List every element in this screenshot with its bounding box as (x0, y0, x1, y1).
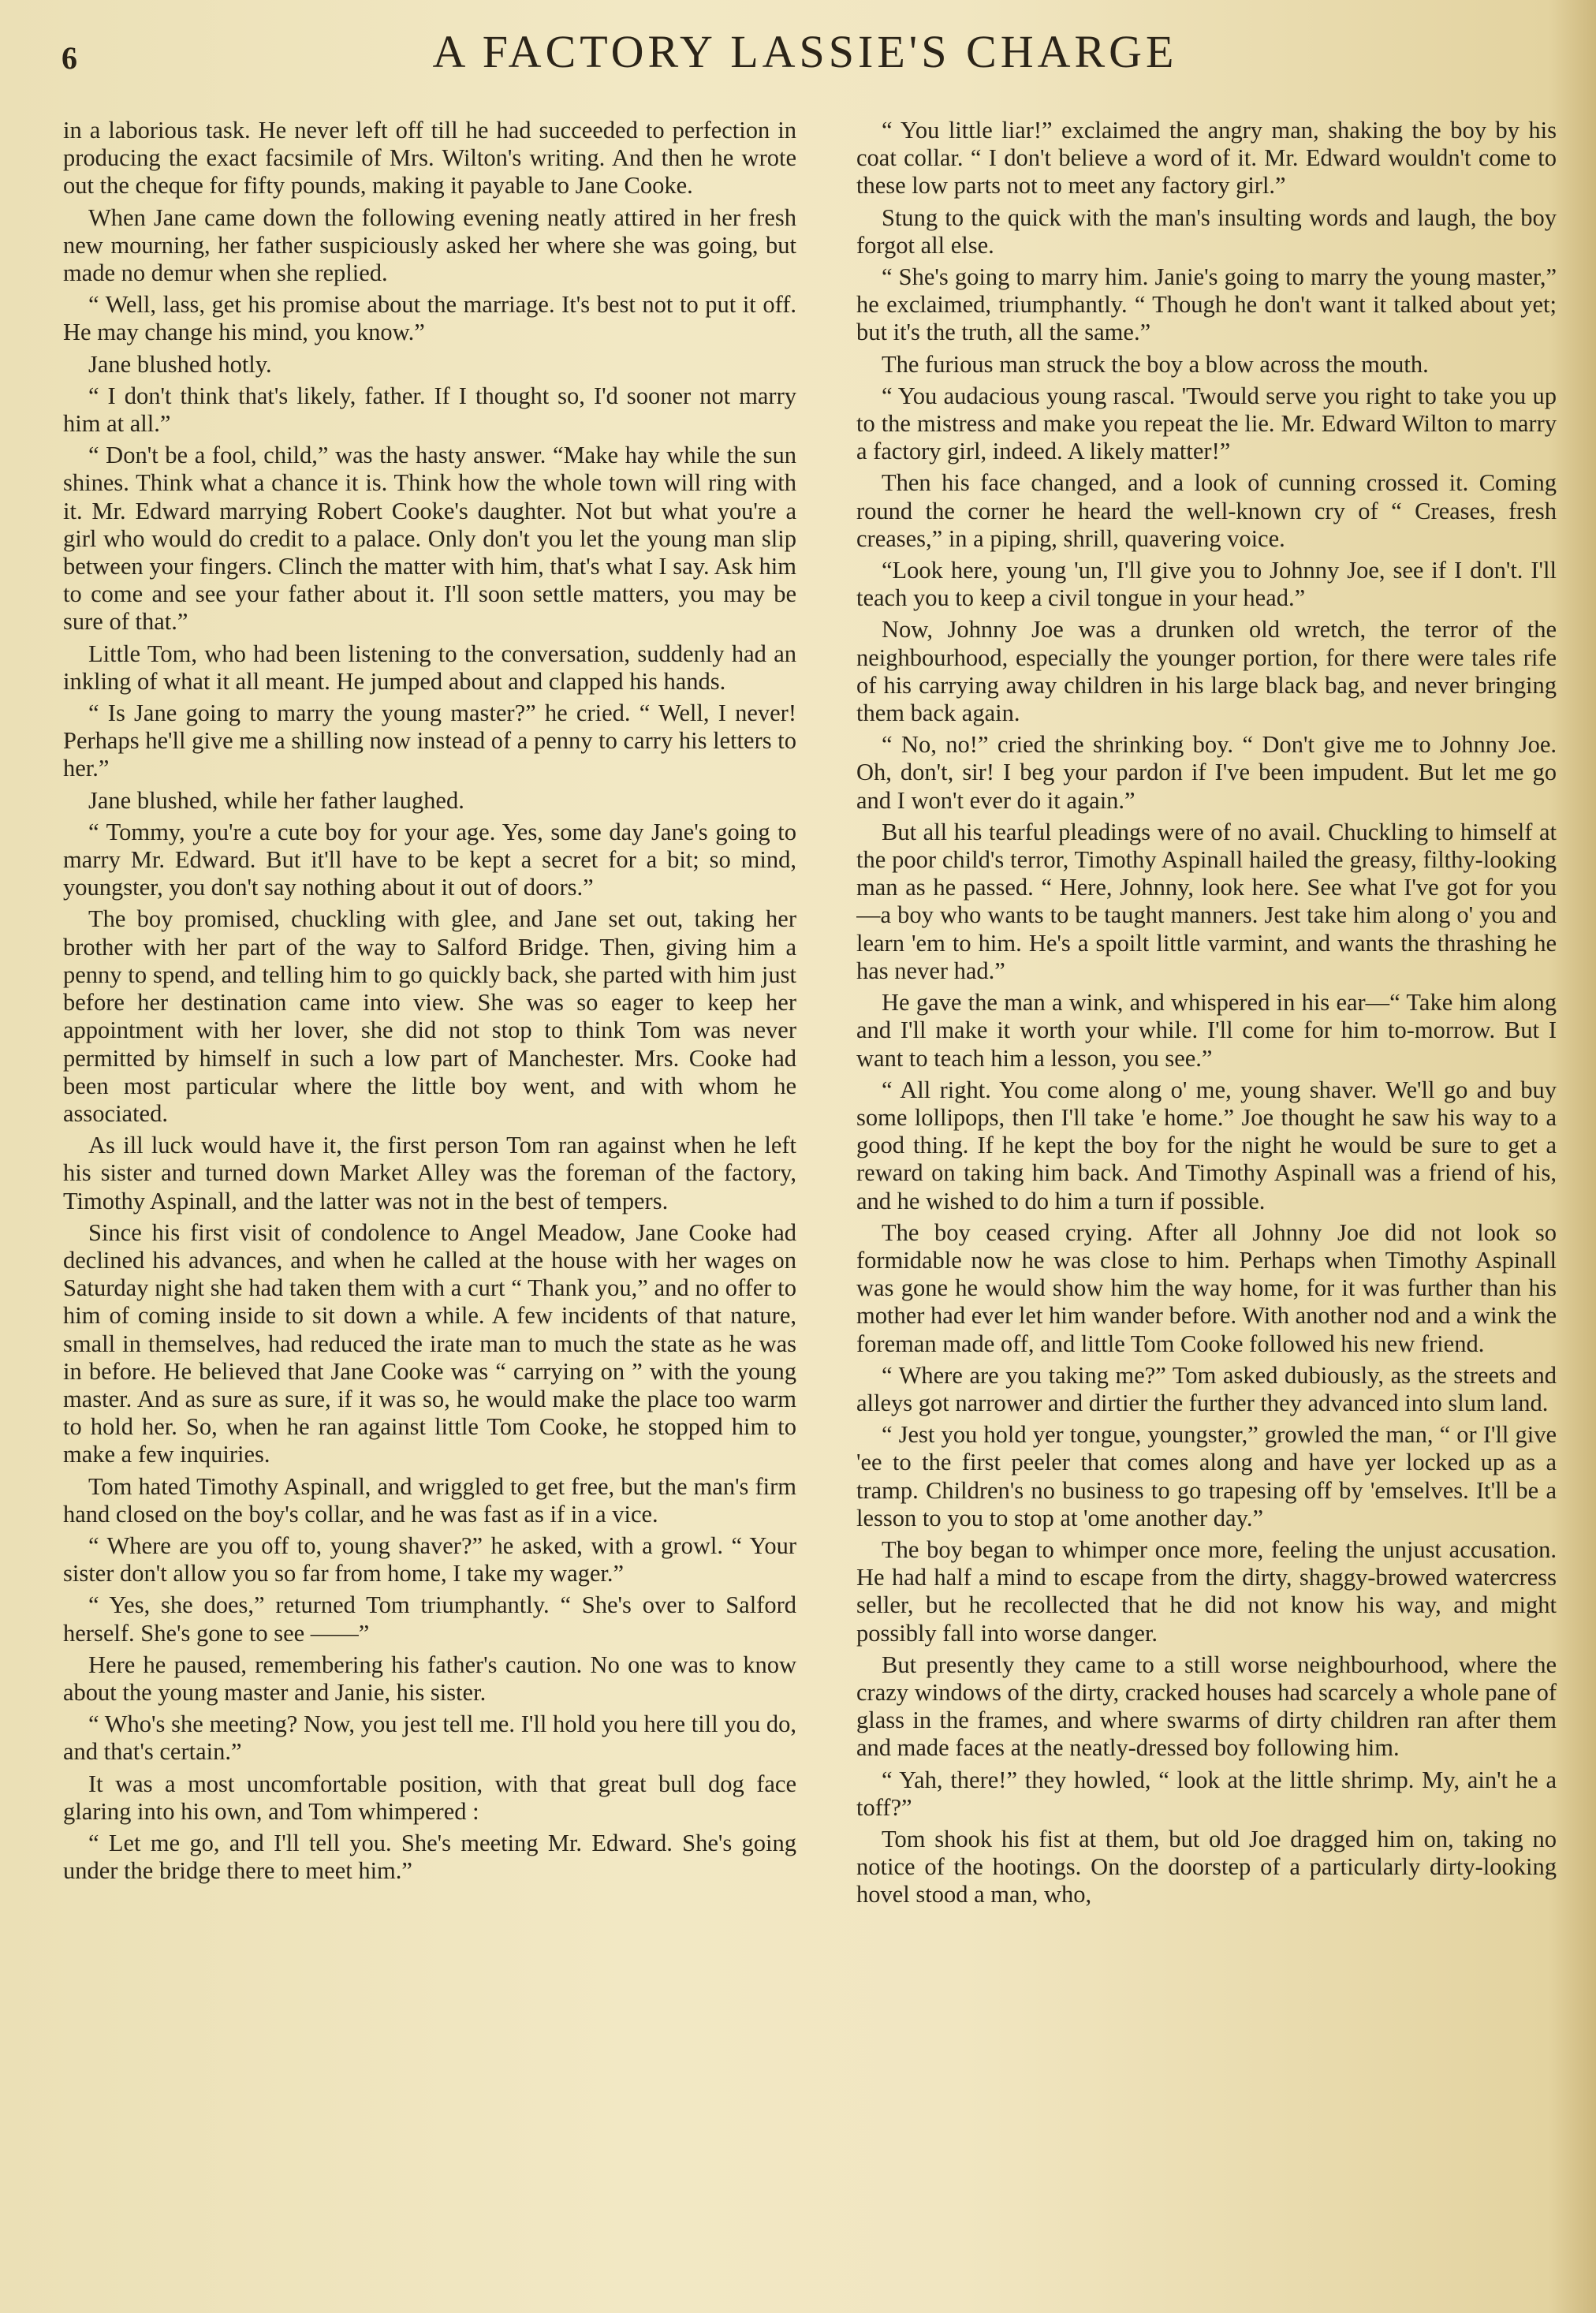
paragraph: Since his first visit of condolence to Angel Meadow, Jane Cooke had declined his advances, and when he called at the house with her wages on Saturday night she had taken them with a curt “ Thank you,” and no offer to him of coming inside to sit down a while. A few incidents of that nature, small in themselves, had reduced the irate man to much the state as he was in before. He believed that Jane Cooke was “ carrying on ” with the young master. And as sure as sure, if it was so, he would make the place too warm to hold her. So, when he ran against little Tom Cooke, he stopped him to make a few inquiries. (63, 1218, 796, 1468)
paragraph: Here he paused, remembering his father's caution. No one was to know about the young master and Janie, his sister. (63, 1651, 796, 1706)
paragraph: The boy ceased crying. After all Johnny Joe did not look so formidable now he was close to him. Perhaps when Timothy Aspinall was gone he would show him the way home, for it was further than his mother had ever let him wander before. With another nod and a wink the foreman made off, and little Tom Cooke followed his new friend. (856, 1218, 1557, 1357)
paragraph: “ Is Jane going to marry the young master?” he cried. “ Well, I never! Perhaps he'll give me a shilling now instead of a penny to carry his letters to her.” (63, 699, 796, 782)
paragraph: “ Where are you off to, young shaver?” he asked, with a growl. “ Your sister don't allow you so far from home, I take my wager.” (63, 1531, 796, 1587)
paragraph: The boy began to whimper once more, feeling the unjust accusation. He had half a mind to escape from the dirty, shaggy-browed watercress seller, but he recollected that he did not know his way, and might possibly fall into worse danger. (856, 1535, 1557, 1647)
paragraph: Jane blushed, while her father laughed. (88, 786, 464, 814)
paragraph: “ You little liar!” exclaimed the angry man, shaking the boy by his coat collar. “ I don't believe a word of it. Mr. Edward wouldn't come to these low parts not to meet any factory girl.” (856, 117, 1557, 200)
paragraph: Then his face changed, and a look of cunning crossed it. Coming round the corner he heard the well-known cry of “ Creases, fresh creases,” in a piping, shrill, quavering voice. (856, 469, 1557, 552)
paragraph: in a laborious task. He never left off till he had succeeded to perfection in producing the exact facsimile of Mrs. Wilton's writing. And then he wrote out the cheque for fifty pounds, making it payable to Jane Cooke. (63, 117, 796, 200)
paragraph: “ Tommy, you're a cute boy for your age. Yes, some day Jane's going to marry Mr. Edward. But it'll have to be kept a secret for a bit; so mind, youngster, you don't say nothing about it out of doors.” (63, 818, 796, 901)
running-title: A FACTORY LASSIE'S CHARGE (432, 26, 1178, 77)
page-number: 6 (62, 40, 77, 76)
paragraph: The furious man struck the boy a blow across the mouth. (882, 350, 1429, 378)
paragraph: As ill luck would have it, the first person Tom ran against when he left his sister and turned down Market Alley was the foreman of the factory, Timothy Aspinall, and the latter was not in the best of tempers. (63, 1132, 796, 1214)
paragraph: “ All right. You come along o' me, young shaver. We'll go and buy some lollipops, then I'll take 'e home.” Joe thought he saw his way to a good thing. If he kept the boy for the night he would be sure to get a reward on taking him back. And Timothy Aspinall was a friend of his, and he wished to do him a turn if possible. (856, 1076, 1557, 1214)
paragraph: “ Well, lass, get his promise about the marriage. It's best not to put it off. He may change his mind, you know.” (63, 291, 796, 346)
paragraph: Now, Johnny Joe was a drunken old wretch, the terror of the neighbourhood, especially the younger portion, for there were tales rife of his carrying away children in his large black bag, and never bringing them back again. (856, 616, 1557, 727)
paragraph: He gave the man a wink, and whispered in his ear—“ Take him along and I'll make it worth your while. I'll come for him to-morrow. But I want to teach him a lesson, you see.” (856, 989, 1557, 1072)
paragraph: The boy promised, chuckling with glee, and Jane set out, taking her brother with her part of the way to Salford Bridge. Then, giving him a penny to spend, and telling him to go quickly back, she parted with him just before her destination came into view. She was so eager to keep her appointment with her lover, she did not stop to think Tom was never permitted by himself in such a low part of Manchester. Mrs. Cooke had been most particular where the little boy went, and with whom he associated. (63, 905, 796, 1127)
right-column (856, 117, 1557, 2262)
paragraph: Tom shook his fist at them, but old Joe dragged him on, taking no notice of the hootings. On the doorstep of a particularly dirty-looking hovel stood a man, who, (856, 1825, 1557, 1908)
paragraph: Stung to the quick with the man's insulting words and laugh, the boy forgot all else. (856, 203, 1557, 259)
paragraph: “ Yah, there!” they howled, “ look at the little shrimp. My, ain't he a toff?” (856, 1766, 1557, 1821)
paragraph: When Jane came down the following evening neatly attired in her fresh new mourning, her father suspiciously asked her where she was going, but made no demur when she replied. (63, 203, 796, 287)
paragraph: Little Tom, who had been listening to the conversation, suddenly had an inkling of what it all meant. He jumped about and clapped his hands. (63, 640, 796, 695)
paragraph: “ Who's she meeting? Now, you jest tell me. I'll hold you here till you do, and that's certain.” (63, 1711, 796, 1766)
paragraph: “ I don't think that's likely, father. If I thought so, I'd sooner not marry him at all.” (63, 382, 796, 438)
paragraph: But all his tearful pleadings were of no avail. Chuckling to himself at the poor child's terror, Timothy Aspinall hailed the greasy, filthy-looking man as he passed. “ Here, Johnny, look here. See what I've got for you—a boy who wants to be taught manners. Jest take him along o' you and learn 'em to him. He's a spoilt little varmint, and wants the thrashing he has never had.” (856, 818, 1557, 984)
paragraph: “ Don't be a fool, child,” was the hasty answer. “Make hay while the sun shines. Think what a chance it is. Think how the whole town will ring with it. Mr. Edward marrying Robert Cooke's daughter. Not but what you're a girl who would do credit to a palace. Only don't you let the young man slip between your fingers. Clinch the matter with him, that's what I say. Ask him to come and see your father about it. I'll soon settle matters, you may be sure of that.” (63, 442, 796, 636)
paragraph: “ No, no!” cried the shrinking boy. “ Don't give me to Johnny Joe. Oh, don't, sir! I beg your pardon if I've been impudent. But let me go and I won't ever do it again.” (856, 731, 1557, 814)
paragraph: “ Let me go, and I'll tell you. She's meeting Mr. Edward. She's going under the bridge there to meet him.” (63, 1829, 796, 1885)
paragraph: “ Where are you taking me?” Tom asked dubiously, as the streets and alleys got narrower and dirtier the further they advanced into slum land. (856, 1361, 1557, 1416)
paragraph: Tom hated Timothy Aspinall, and wriggled to get free, but the man's firm hand closed on the boy's collar, and he was fast as if in a vice. (63, 1472, 796, 1528)
paragraph: But presently they came to a still worse neighbourhood, where the crazy windows of the dirty, cracked houses had scarcely a whole pane of glass in the frames, and where swarms of dirty children ran after them and made faces at the neatly-dressed boy following him. (856, 1651, 1557, 1762)
paragraph: “ Jest you hold yer tongue, youngster,” growled the man, “ or I'll give 'ee to the first peeler that comes along and have yer locked up as a tramp. Children's no business to go trapesing off by 'emselves. It'll be a lesson to you to stop at 'ome another day.” (856, 1421, 1557, 1531)
paragraph: “ You audacious young rascal. 'Twould serve you right to take you up to the mistress and make you repeat the lie. Mr. Edward Wilton to marry a factory girl, indeed. A likely matter!” (856, 382, 1557, 465)
paragraph: “Look here, young 'un, I'll give you to Johnny Joe, see if I don't. I'll teach you to keep a civil tongue in your head.” (856, 557, 1557, 612)
paragraph: Jane blushed hotly. (88, 350, 272, 378)
page-header (62, 22, 1549, 85)
paragraph: It was a most uncomfortable position, with that great bull dog face glaring into his own, and Tom whimpered : (63, 1770, 796, 1825)
left-column (63, 117, 796, 2262)
paragraph: “ Yes, she does,” returned Tom triumphantly. “ She's over to Salford herself. She's gone to see ——” (63, 1591, 796, 1647)
paragraph: “ She's going to marry him. Janie's going to marry the young master,” he exclaimed, triumphantly. “ Though he don't want it talked about yet; but it's the truth, all the same.” (856, 263, 1557, 346)
